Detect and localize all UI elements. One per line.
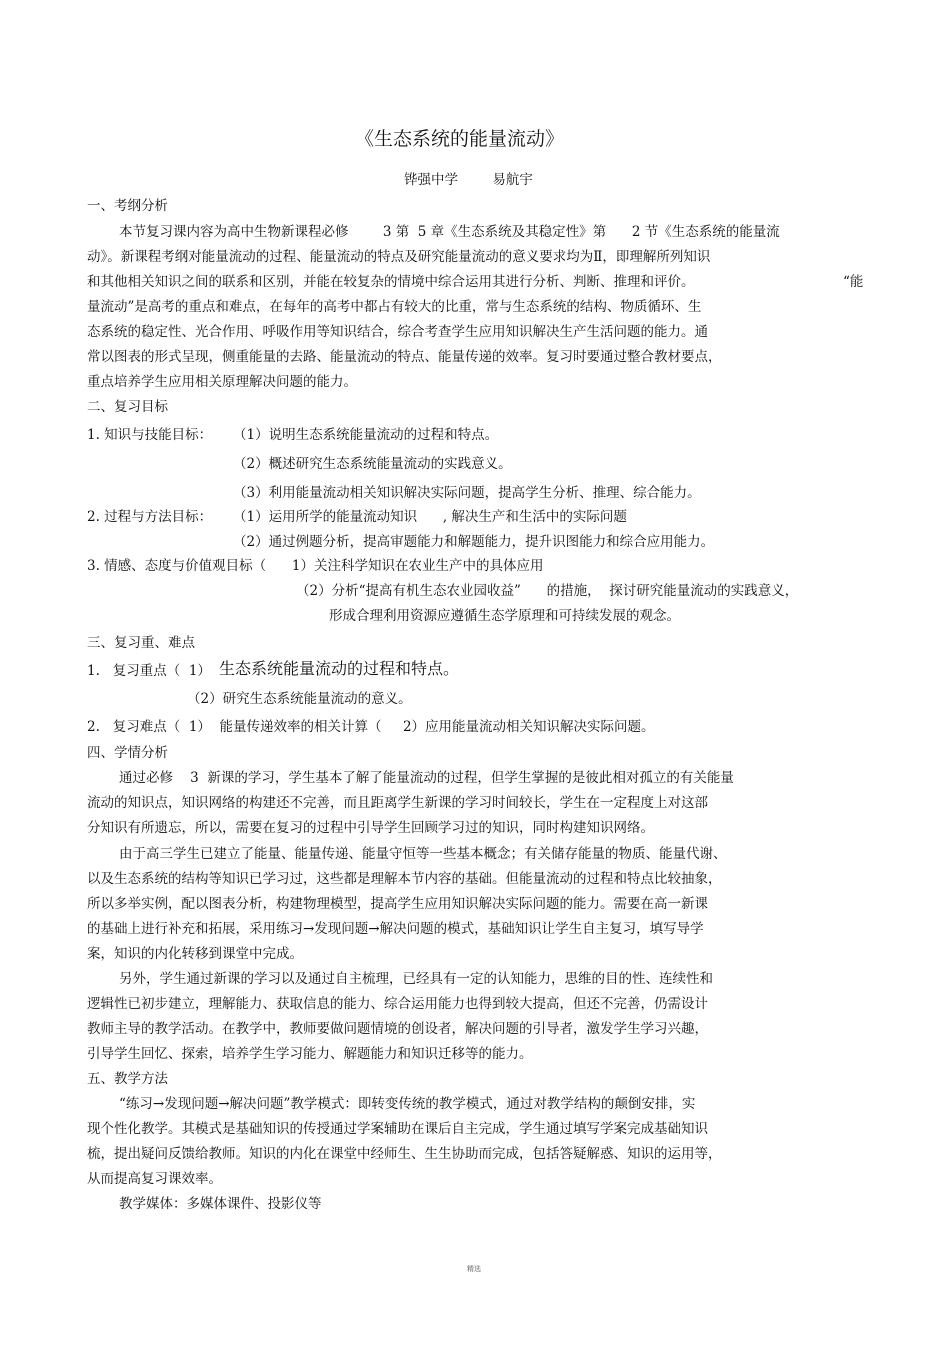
body-line: 本节复习课内容为高中生物新课程必修 3 第 5 章《生态系统及其稳定性》第 2 节《生态系统的能量流 <box>119 224 780 240</box>
body-line: 所以多举实例，配以图表分析，构建物理模型，提高学生应用知识解决实际问题的能力。需要在高一新课 <box>87 896 708 912</box>
goal-item: （1）运用所学的能量流动知识 , 解决生产和生活中的实际问题 <box>233 509 627 525</box>
body-line: 另外，学生通过新课的学习以及通过自主梳理，已经具有一定的认知能力，思维的目的性、连续性和 <box>119 971 713 987</box>
body-line: 和其他相关知识之间的联系和区别，并能在较复杂的情境中综合运用其进行分析、判断、推理和评价。 <box>87 274 695 290</box>
goal-item: （2）通过例题分析，提高审题能力和解题能力，提升识图能力和综合应用能力。 <box>233 534 715 550</box>
difficulty-line: 2. 复习难点（ 1） 能量传递效率的相关计算（ 2）应用能量流动相关知识解决实际问题。 <box>87 719 655 735</box>
key-point-text: （2）研究生态系统能量流动的意义。 <box>187 691 412 707</box>
section-heading-3: 三、复习重、难点 <box>87 635 195 651</box>
body-line: 现个性化教学。其模式是基础知识的传授通过学案辅助在课后自主完成，学生通过填写学案完成基础知识 <box>87 1121 708 1137</box>
body-line: 态系统的稳定性、光合作用、呼吸作用等知识结合，综合考查学生应用知识解决生产生活问题的能力。通 <box>87 324 708 340</box>
body-line: 常以图表的形式呈现，侧重能量的去路、能量流动的特点、能量传递的效率。复习时要通过整合教材要点， <box>87 349 722 365</box>
document-title: 《生态系统的能量流动》 <box>355 128 565 150</box>
section-heading-4: 四、学情分析 <box>87 745 168 761</box>
goal-item: （3）利用能量流动相关知识解决实际问题，提高学生分析、推理、综合能力。 <box>233 485 701 501</box>
goal-item: （2）概述研究生态系统能量流动的实践意义。 <box>233 456 512 472</box>
key-point-text: 生态系统能量流动的过程和特点。 <box>219 659 460 678</box>
body-line: 引导学生回忆、探索，培养学生学习能力、解题能力和知识迁移等的能力。 <box>87 1046 533 1062</box>
body-line: 从而提高复习课效率。 <box>87 1171 222 1187</box>
key-point-label: 1. 复习重点（ 1） <box>87 663 211 679</box>
section-heading-5: 五、教学方法 <box>87 1071 168 1087</box>
body-line: 流动的知识点，知识网络的构建还不完善，而且距离学生新课的学习时间较长，学生在一定程度上对这部 <box>87 795 708 811</box>
body-line: 重点培养学生应用相关原理解决问题的能力。 <box>87 374 357 390</box>
goal-label: 1. 知识与技能目标： <box>87 427 213 443</box>
goal-label: 2. 过程与方法目标： <box>87 509 213 525</box>
body-line: “练习→发现问题→解决问题”教学模式：即转变传统的教学模式，通过对教学结构的颠倒安排，实 <box>119 1096 696 1112</box>
body-line: 动》。新课程考纲对能量流动的过程、能量流动的特点及研究能量流动的意义要求均为Ⅱ，即理解所列知识 <box>87 249 711 265</box>
author-line: 铧强中学 易航宇 <box>404 172 533 188</box>
section-heading-2: 二、复习目标 <box>87 399 168 415</box>
body-line: 通过必修 3 新课的学习，学生基本了解了能量流动的过程，但学生掌握的是彼此相对孤立的有关能量 <box>119 770 734 786</box>
body-line: 以及生态系统的结构等知识已学习过，这些都是理解本节内容的基础。但能量流动的过程和特点比较抽象， <box>87 871 722 887</box>
body-line: 由于高三学生已建立了能量、能量传递、能量守恒等一些基本概念；有关储存能量的物质、能量代谢、 <box>119 846 727 862</box>
page-footer: 精选 <box>467 1265 481 1273</box>
goal-label: 3. 情感、态度与价值观目标（ 1）关注科学知识在农业生产中的具体应用 <box>87 558 544 574</box>
body-line: 教师主导的教学活动。在教学中，教师要做问题情境的创设者，解决问题的引导者，激发学生学习兴趣， <box>87 1021 708 1037</box>
body-line: “能 <box>843 274 864 290</box>
goal-item: （1）说明生态系统能量流动的过程和特点。 <box>233 427 499 443</box>
goal-item: 形成合理利用资源应遵循生态学原理和可持续发展的观念。 <box>329 608 680 624</box>
body-line: 教学媒体：多媒体课件、投影仪等 <box>119 1196 322 1212</box>
body-line: 逻辑性已初步建立，理解能力、获取信息的能力、综合运用能力也得到较大提高，但还不完善，仍需设计 <box>87 996 708 1012</box>
body-line: 梳，提出疑问反馈给教师。知识的内化在课堂中经师生、生生协助而完成，包括答疑解惑、知识的运用等， <box>87 1146 722 1162</box>
body-line: 量流动”是高考的重点和难点，在每年的高考中都占有较大的比重，常与生态系统的结构、物质循环、生 <box>87 299 702 315</box>
body-line: 的基础上进行补充和拓展，采用练习→发现问题→解决问题的模式，基础知识让学生自主复习，填写导学 <box>87 921 704 937</box>
goal-item: （2）分析“提高有机生态农业园收益” 的措施， 探讨研究能量流动的实践意义， <box>296 583 799 599</box>
body-line: 案，知识的内化转移到课堂中完成。 <box>87 946 303 962</box>
body-line: 分知识有所遗忘，所以，需要在复习的过程中引导学生回顾学习过的知识，同时构建知识网络。 <box>87 820 654 836</box>
section-heading-1: 一、考纲分析 <box>87 198 168 214</box>
